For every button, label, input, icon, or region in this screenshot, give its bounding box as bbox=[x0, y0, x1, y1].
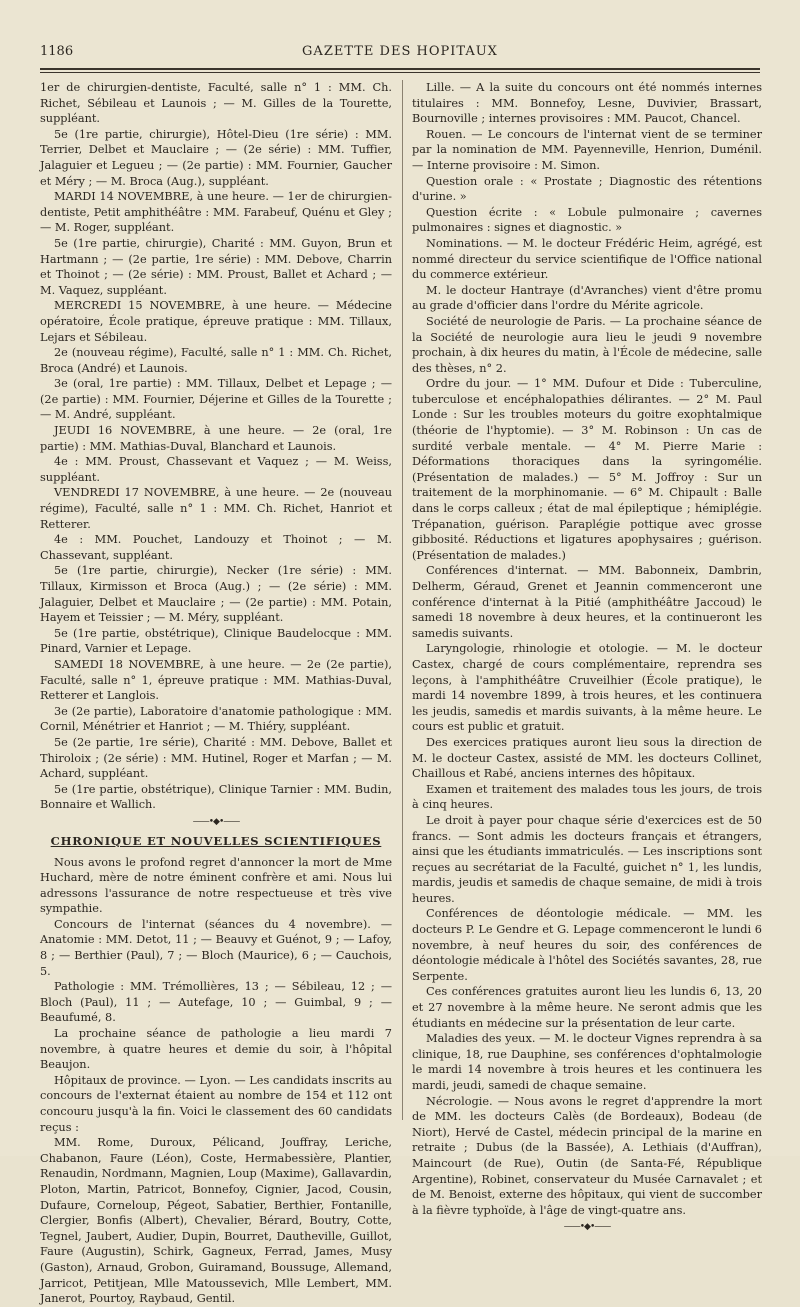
paragraph: JEUDI 16 NOVEMBRE, à une heure. — 2e (oral, 1re partie) : MM. Mathias-Duval, Blanchard et Launois. bbox=[40, 424, 392, 453]
paragraph: Maladies des yeux. — M. le docteur Vignes reprendra à sa clinique, 18, rue Dauphine, ses conférences d'ophtalmologie le mardi 14 novembre à trois heures et les continuera les mardi, jeudi, samedi de chaque semaine. bbox=[412, 1032, 762, 1092]
header-rule bbox=[40, 68, 760, 70]
paragraph: Question écrite : « Lobule pulmonaire ; cavernes pulmonaires : signes et diagnostic. » bbox=[412, 205, 762, 235]
column-divider bbox=[402, 80, 403, 1120]
paragraph: Des exercices pratiques auront lieu sous la direction de M. le docteur Castex, assisté de MM. les docteurs Collinet, Chaillous et Rabé, anciens internes des hôpitaux. bbox=[412, 735, 762, 781]
paragraph: VENDREDI 17 NOVEMBRE, à une heure. — 2e (nouveau régime), Faculté, salle n° 1 : MM. Ch. Richet, Hanriot et Retterer. bbox=[40, 486, 392, 531]
paragraph: Question orale : « Prostate ; Diagnostic des rétentions d'urine. » bbox=[412, 174, 762, 204]
paragraph: Conférences d'internat. — MM. Babonneix, Dambrin, Delherm, Géraud, Grenet et Jeannin commenceront une conférence d'internat à la Pitié (amphithéâtre Jaccoud) le samedi 18 novembre à deux heures, et la continueront les samedis suivants. bbox=[412, 564, 762, 640]
paragraph: Rouen. — Le concours de l'internat vient de se terminer par la nomination de MM. Payenneville, Henrion, Duménil. — Interne provisoire : M. Simon. bbox=[412, 127, 762, 172]
paragraph: 4e : MM. Pouchet, Landouzy et Thoinot ; — M. Chassevant, suppléant. bbox=[40, 533, 392, 562]
paragraph: MM. Rome, Duroux, Pélicand, Jouffray, Leriche, Chabanon, Faure (Léon), Coste, Hermabessière, Plantier, Renaudin, Nordmann, Magnien, Loup (Maxime), Gallavardin, Ploton, Martin, Patricot, Bonnefoy, Cignier, Jacod, Cousin, Dufaure, Corneloup, Pégeot, Sabatier, Berthier, Fontanille, Clergier, Bonfis (Albert), Chevalier, Bérard, Boutry, Cotte, Tegnel, Jaubert, Audier, Dupin, Bourret, Dautheville, Guillot, Faure (Augustin), Schirk, Gagneux, Ferrad, James, Musy (Gaston), Arnaud, Grobon, Guiramand, Boussuge, Allemand, Jarricot, Petitjean, Mlle Matoussevich, Mlle Lembert, MM. Janerot, Pourtoy, Raybaud, Gentil. bbox=[40, 1136, 392, 1306]
paragraph: Concours de l'internat (séances du 4 novembre). — Anatomie : MM. Detot, 11 ; — Beauvy et Guénot, 9 ; — Lafoy, 8 ; — Berthier (Paul), 7 ; — Bloch (Maurice), 6 ; — Cauchois, 5. bbox=[40, 917, 392, 978]
end-ornament: ——•◆•—— bbox=[563, 1222, 611, 1233]
paragraph: 1er de chirurgien-dentiste, Faculté, salle n° 1 : MM. Ch. Richet, Sébileau et Launois ; — M. Gilles de la Tourette, suppléant. bbox=[40, 81, 392, 126]
paragraph: Hôpitaux de province. — Lyon. — Les candidats inscrits au concours de l'externat étaient au nombre de 154 et 112 ont concouru jusqu'à la fin. Voici le classement des 60 candidats reçus : bbox=[40, 1073, 392, 1134]
section-title: CHRONIQUE ET NOUVELLES SCIENTIFIQUES bbox=[50, 833, 382, 848]
paragraph: Nous avons le profond regret d'annoncer la mort de Mme Huchard, mère de notre éminent confrère et ami. Nous lui adressons l'assurance de notre respectueuse et très vive sympathie. bbox=[40, 855, 392, 916]
paragraph: Le droit à payer pour chaque série d'exercices est de 50 francs. — Sont admis les docteurs français et étrangers, ainsi que les étudiants immatriculés. — Les inscriptions sont reçues au secrétariat de la Faculté, guichet n° 1, les lundis, mardis, jeudis et samedis de chaque semaine, de midi à trois heures. bbox=[412, 813, 762, 905]
left-column bbox=[40, 80, 392, 1307]
section-ornament: ——•◆•—— bbox=[192, 816, 240, 827]
paragraph: 5e (1re partie, chirurgie), Hôtel-Dieu (1re série) : MM. Terrier, Delbet et Mauclaire ; — (2e série) : MM. Tuffier, Jalaguier et Legueu ; — (2e partie) : MM. Fournier, Gaucher et Méry ; — M. Broca (Aug.), suppléant. bbox=[40, 127, 392, 188]
page-number: 1186 bbox=[40, 44, 74, 59]
paragraph: Conférences de déontologie médicale. — MM. les docteurs P. Le Gendre et G. Lepage commenceront le lundi 6 novembre, à neuf heures du soir, des conférences de déontologie médicale à l'hôtel des Sociétés savantes, 28, rue Serpente. bbox=[412, 907, 762, 983]
right-column bbox=[412, 80, 762, 1236]
paragraph: Ordre du jour. — 1° MM. Dufour et Dide : Tuberculine, tuberculose et encéphalopathies délirantes. — 2° M. Paul Londe : Sur les troubles moteurs du goitre exophtalmique (théorie de l'hyptomie). — 3° M. Robinson : Un cas de surdité verbale mentale. — 4° M. Pierre Marie : Déformations thoraciques dans la syringomélie. (Présentation de malades.) — 5° M. Joffroy : Sur un traitement de la morphinomanie. — 6° M. Chipault : Balle dans le corps calleux ; état de mal épileptique ; hémiplégie. Trépanation, guérison. Paraplégie pottique avec grosse gibbosité. Réductions et ligatures apophysaires ; guérison. (Présentation de malades.) bbox=[412, 377, 762, 562]
paragraph: Laryngologie, rhinologie et otologie. — M. le docteur Castex, chargé de cours complémentaire, reprendra ses leçons, à l'amphithéâtre Cruveilhier (École pratique), le mardi 14 novembre 1899, à trois heures, et les continuera les jeudis, samedis et mardis suivants, à la même heure. Le cours est public et gratuit. bbox=[412, 642, 762, 734]
paragraph: 2e (nouveau régime), Faculté, salle n° 1 : MM. Ch. Richet, Broca (André) et Launois. bbox=[40, 346, 392, 375]
paragraph: La prochaine séance de pathologie a lieu mardi 7 novembre, à quatre heures et demie du soir, à l'hôpital Beaujon. bbox=[40, 1027, 392, 1072]
paragraph: 5e (1re partie, chirurgie), Necker (1re série) : MM. Tillaux, Kirmisson et Broca (Aug.) ; — (2e série) : MM. Jalaguier, Delbet et Mauclaire ; — (2e partie) : MM. Potain, Hayem et Teissier ; — M. Méry, suppléant. bbox=[40, 564, 392, 625]
paragraph: 4e : MM. Proust, Chassevant et Vaquez ; — M. Weiss, suppléant. bbox=[40, 455, 392, 484]
paragraph: Nécrologie. — Nous avons le regret d'apprendre la mort de MM. les docteurs Calès (de Bordeaux), Bodeau (de Niort), Hervé de Castel, médecin principal de la marine en retraite ; Dubus (de la Bassée), A. Lethiais (d'Auffran), Maincourt (de Rue), Outin (de Santa-Fé, République Argentine), Robinet, conservateur du Musée Carnavalet ; et de M. Benoist, externe des hôpitaux, qui vient de succomber à la fièvre typhoïde, à l'âge de vingt-quatre ans. bbox=[412, 1094, 762, 1217]
paragraph: 5e (1re partie, chirurgie), Charité : MM. Guyon, Brun et Hartmann ; — (2e partie, 1re série) : MM. Debove, Charrin et Thoinot ; — (2e série) : MM. Proust, Ballet et Achard ; — M. Vaquez, suppléant. bbox=[40, 236, 392, 297]
paragraph: Examen et traitement des malades tous les jours, de trois à cinq heures. bbox=[412, 782, 762, 812]
paragraph: MERCREDI 15 NOVEMBRE, à une heure. — Médecine opératoire, École pratique, épreuve pratique : MM. Tillaux, Lejars et Sébileau. bbox=[40, 299, 392, 344]
paragraph: 3e (oral, 1re partie) : MM. Tillaux, Delbet et Lepage ; — (2e partie) : MM. Fournier, Déjerine et Gilles de la Tourette ; — M. André, suppléant. bbox=[40, 377, 392, 422]
paragraph: Ces conférences gratuites auront lieu les lundis 6, 13, 20 et 27 novembre à la même heure. Ne seront admis que les étudiants en médecine sur la présentation de leur carte. bbox=[412, 985, 762, 1030]
paragraph: Lille. — A la suite du concours ont été nommés internes titulaires : MM. Bonnefoy, Lesne, Duvivier, Brassart, Bournoville ; internes provisoires : MM. Paucot, Chancel. bbox=[412, 81, 762, 126]
paragraph: MARDI 14 NOVEMBRE, à une heure. — 1er de chirurgien-dentiste, Petit amphithéâtre : MM. Farabeuf, Quénu et Gley ; — M. Roger, suppléant. bbox=[40, 190, 392, 235]
page-header bbox=[40, 44, 760, 64]
paragraph: 5e (2e partie, 1re série), Charité : MM. Debove, Ballet et Thiroloix ; (2e série) : MM. Hutinel, Roger et Marfan ; — M. Achard, suppléant. bbox=[40, 735, 392, 781]
paragraph: 5e (1re partie, obstétrique), Clinique Baudelocque : MM. Pinard, Varnier et Lepage. bbox=[40, 626, 392, 656]
paragraph: Nominations. — M. le docteur Frédéric Heim, agrégé, est nommé directeur du service scientifique de l'Office national du commerce extérieur. bbox=[412, 236, 762, 282]
paragraph: M. le docteur Hantraye (d'Avranches) vient d'être promu au grade d'officier dans l'ordre du Mérite agricole. bbox=[412, 283, 762, 313]
running-title: GAZETTE DES HOPITAUX bbox=[302, 44, 498, 59]
header-rule-thin bbox=[40, 72, 760, 73]
paragraph: 3e (2e partie), Laboratoire d'anatomie pathologique : MM. Cornil, Ménétrier et Hanriot ; — M. Thiéry, suppléant. bbox=[40, 704, 392, 734]
paragraph: Pathologie : MM. Trémollières, 13 ; — Sébileau, 12 ; — Bloch (Paul), 11 ; — Autefage, 10 ; — Guimbal, 9 ; — Beaufumé, 8. bbox=[40, 980, 392, 1025]
paragraph: SAMEDI 18 NOVEMBRE, à une heure. — 2e (2e partie), Faculté, salle n° 1, épreuve pratique : MM. Mathias-Duval, Retterer et Langlois. bbox=[40, 657, 392, 703]
paragraph: Société de neurologie de Paris. — La prochaine séance de la Société de neurologie aura lieu le jeudi 9 novembre prochain, à dix heures du matin, à l'École de médecine, salle des thèses, n° 2. bbox=[412, 314, 762, 375]
paragraph: 5e (1re partie, obstétrique), Clinique Tarnier : MM. Budin, Bonnaire et Wallich. bbox=[40, 782, 392, 812]
